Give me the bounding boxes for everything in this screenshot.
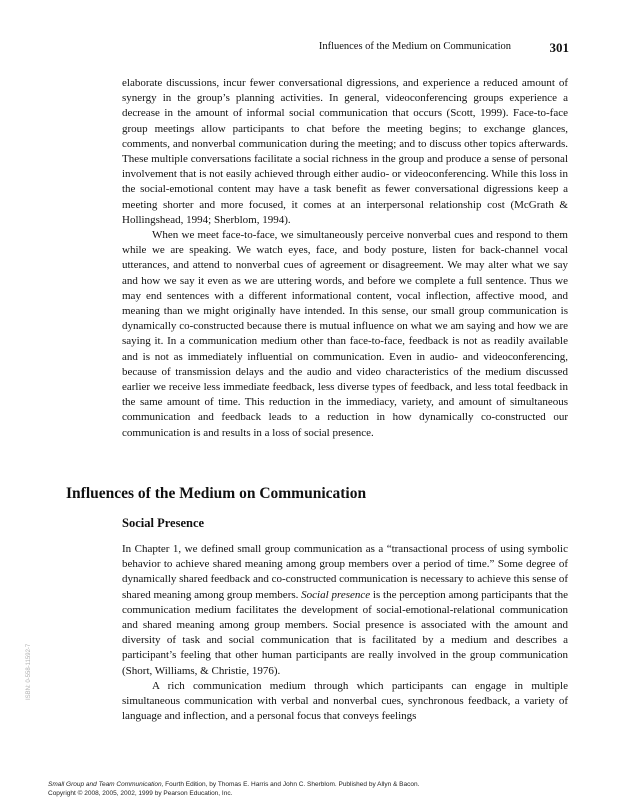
paragraph-text: In Chapter 1, we defined small group communication as a “transactional process of using symbolic behavior to achieve shared meaning among group members over a period of time.” Some degree of dynamically shared feedback and co-constructed communication is necessary to achieve this sense of shared meaning among group members. [122,543,568,601]
running-head-title: Influences of the Medium on Communication [318,41,511,52]
subsection-heading: Social Presence [122,516,205,530]
continued-text-block [122,76,568,441]
running-head [0,40,617,56]
paragraph-text: is the perception among participants that the communication medium facilitates the development of social-emotional-relational communication and shared meaning among group members. Social presence is associated with the amount and diversity of task and social communication that is facilitated by a medium and describes a participant’s feeling that other human participants are really involved in the group communication (Short, Williams, & Christie, 1976). [122,588,568,677]
footer-line: Copyright © 2008, 2005, 2002, 1999 by Pearson Education, Inc. [48,789,233,797]
section-heading: Influences of the Medium on Communication [66,485,367,502]
key-term: Social presence [301,588,371,601]
footer-text: Fourth Edition, by Thomas E. Harris and John C. Sherblom. Published by Allyn & Bacon. [163,781,420,788]
book-title: Small Group and Team Communication, [48,781,164,788]
body-paragraph: A rich communication medium through which participants can engage in multiple simultaneous communication with verbal and nonverbal cues, synchronous feedback, a variety of language and inflection, and a personal focus that conveys feelings [122,679,568,723]
page-number: 301 [549,40,569,55]
body-paragraph: When we meet face-to-face, we simultaneously perceive nonverbal cues and respond to them while we are speaking. We watch eyes, face, and body posture, listen for back-channel vocal utterances, and attend to nonverbal cues of agreement or disagreement. We may alter what we say and how we say it even as we are uttering words, and before we complete a full sentence. Thus we may end sentences with a different informational content, vocal inflection, affective mood, and meaning than we might originally have intended. In this sense, our small group communication is dynamically co-constructed because there is mutual influence on what we am saying and how we are saying it. In a communication medium other than face-to-face, feedback is not as readily available and is not as immediately influential on communication. Even in audio- and videoconferencing, because of transmission delays and the audio and video characteristics of the medium discussed earlier we receive less immediate feedback, less diverse types of feedback, and less total feedback in the same amount of time. This reduction in the immediacy, variety, and amount of simultaneous communication and feedback leads to a reduction in how dynamically co-constructed our communication is and results in a loss of social presence. [122,229,568,439]
isbn-stamp: ISBN: 0-558-11592-7 [26,643,32,700]
copyright-footer [48,781,419,798]
social-presence-text-block [122,542,568,724]
body-paragraph [122,542,568,679]
body-paragraph: elaborate discussions, incur fewer conversational digressions, and experience a reduced amount of synergy in the group’s planning activities. In general, videoconferencing groups experience a decrease in the amount of informal social communication that occurs (Scott, 1999). Face-to-face group meetings allow participants to chat before the meeting begins; to exchange glances, comments, and nonverbal communication during the meeting; and to discuss other topics afterwards. These multiple conversations facilitate a social richness in the group and produce a sense of personal involvement that is not easily achieved through either audio- or videoconferencing. While this loss in the social-emotional content may have a task benefit as fewer conversational digressions keep a meeting shorter and more focused, it comes at an interpersonal relationship cost (McGrath & Hollingshead, 1994; Sherblom, 1994). [122,77,568,226]
footer-line [48,781,419,790]
